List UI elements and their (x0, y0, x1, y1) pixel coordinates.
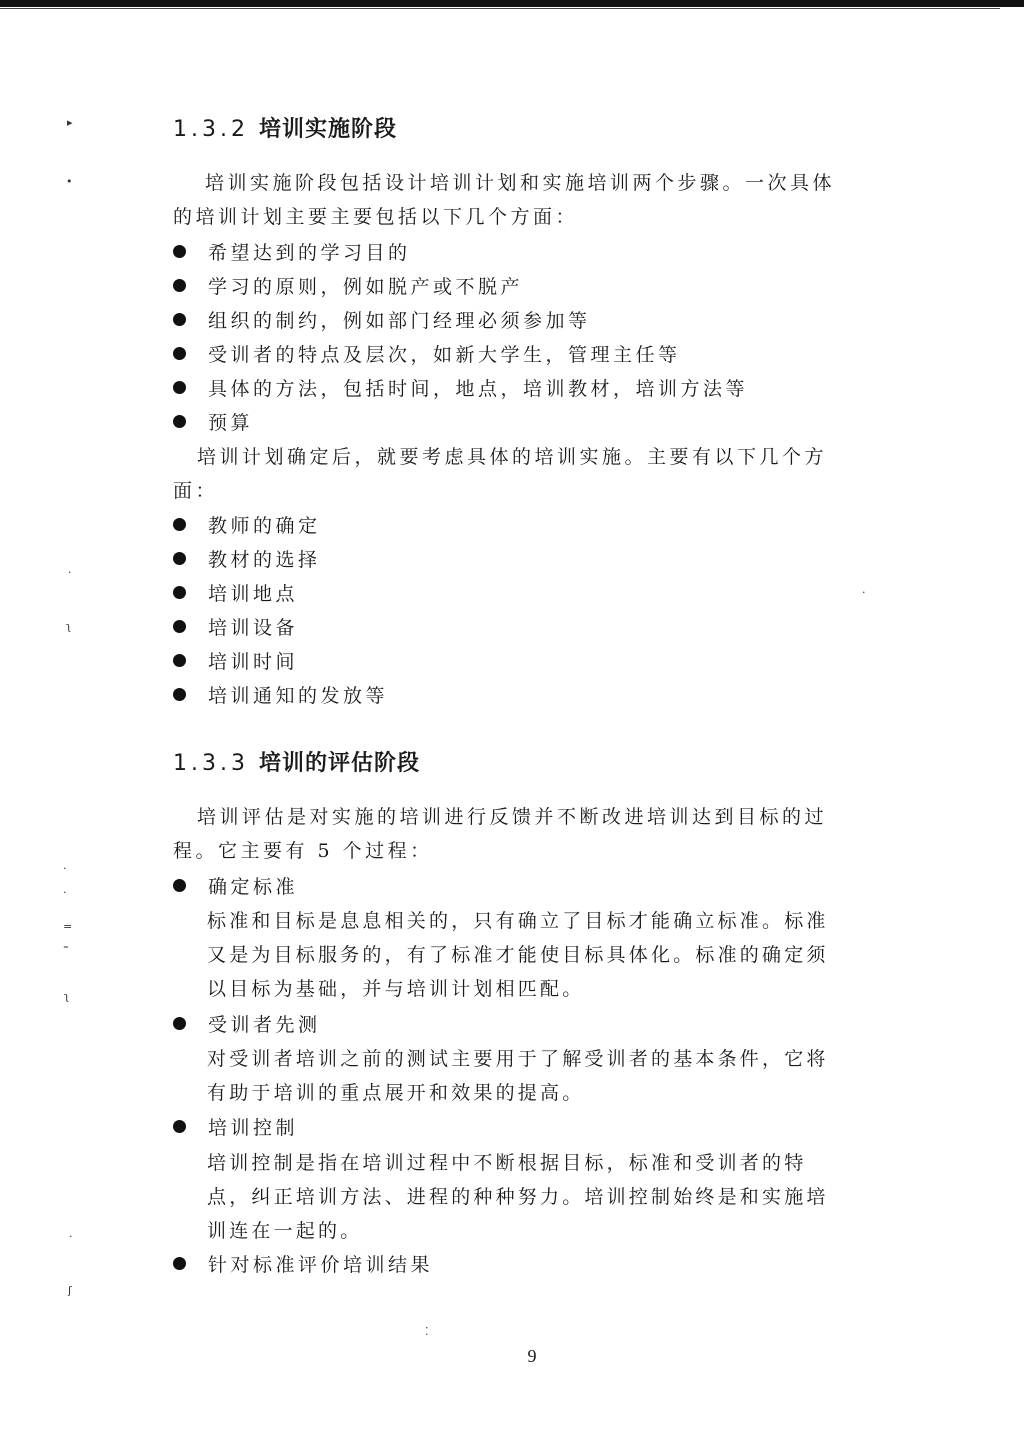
bullet-dot-icon (173, 879, 186, 892)
list-item-text: 培训设备 (208, 617, 299, 639)
bullet-dot-icon (173, 313, 186, 326)
list-item-text: 培训时间 (208, 651, 299, 673)
margin-mark: ʃ (68, 1284, 72, 1297)
paragraph-line: 培训评估是对实施的培训进行反馈并不断改进培训达到目标的过 (197, 806, 828, 828)
margin-mark: ⁼ (63, 942, 69, 955)
page-number: 9 (527, 1346, 537, 1366)
margin-mark: · (68, 566, 72, 579)
list-item (173, 645, 298, 679)
list-item (173, 304, 591, 338)
margin-mark: ⁚ (425, 1325, 429, 1338)
margin-mark: = (63, 920, 73, 933)
section-title: 培训实施阶段 (258, 117, 397, 142)
list-item (173, 577, 298, 611)
list-item-description (207, 1146, 890, 1248)
list-item (173, 338, 681, 372)
list-item (173, 870, 298, 904)
margin-mark: • (66, 175, 73, 188)
margin-mark: ʅ (64, 990, 70, 1003)
section-number: 1.3.3 (173, 751, 249, 776)
paragraph-line: 程。它主要有 5 个过程： (173, 840, 433, 862)
bullet-dot-icon (173, 654, 186, 667)
list-item-text: 培训通知的发放等 (208, 685, 389, 707)
list-item (173, 1111, 298, 1145)
bullet-dot-icon (173, 245, 186, 258)
description-line: 标准和目标是息息相关的，只有确立了目标才能确立标准。标准 (207, 910, 829, 932)
list-item (173, 270, 523, 304)
list-item-text: 培训地点 (208, 583, 299, 605)
paragraph-line: 的培训计划主要主要包括以下几个方面： (173, 206, 579, 228)
list-item (173, 543, 321, 577)
description-line: 训连在一起的。 (207, 1220, 363, 1242)
list-item-text: 教材的选择 (208, 549, 321, 571)
bullet-dot-icon (173, 518, 186, 531)
bullet-dot-icon (173, 586, 186, 599)
bullet-dot-icon (173, 347, 186, 360)
list-item (173, 1008, 321, 1042)
margin-mark: · (63, 886, 67, 899)
list-item-text: 教师的确定 (208, 515, 321, 537)
list-item (173, 236, 411, 270)
list-item-text: 组织的制约，例如部门经理必须参加等 (208, 310, 591, 332)
description-line: 又是为目标服务的，有了标准才能使目标具体化。标准的确定须 (207, 944, 829, 966)
list-item-text: 确定标准 (208, 876, 299, 898)
section-number: 1.3.2 (173, 117, 249, 142)
list-item-text: 具体的方法，包括时间，地点，培训教材，培训方法等 (208, 378, 749, 400)
bullet-dot-icon (173, 279, 186, 292)
paragraph-line: 培训实施阶段包括设计培训计划和实施培训两个步骤。一次具体 (205, 172, 836, 194)
list-item (173, 372, 748, 406)
paragraph (173, 440, 889, 508)
paragraph-line: 培训计划确定后，就要考虑具体的培训实施。主要有以下几个方 (197, 446, 828, 468)
list-item-text: 培训控制 (208, 1117, 299, 1139)
description-line: 以目标为基础，并与培训计划相匹配。 (207, 978, 585, 1000)
bullet-dot-icon (173, 415, 186, 428)
section-title: 培训的评估阶段 (258, 751, 420, 776)
list-item-text: 希望达到的学习目的 (208, 242, 411, 264)
bullet-dot-icon (173, 1017, 186, 1030)
bullet-dot-icon (173, 620, 186, 633)
bullet-dot-icon (173, 1120, 186, 1133)
list-item-description (207, 904, 890, 1006)
list-item-text: 预算 (208, 412, 254, 434)
margin-mark: · (63, 862, 67, 875)
list-item-text: 受训者的特点及层次，如新大学生，管理主任等 (208, 344, 681, 366)
bullet-dot-icon (173, 381, 186, 394)
bullet-dot-icon (173, 552, 186, 565)
list-item (173, 1248, 433, 1282)
list-item (173, 679, 388, 713)
list-item-text: 学习的原则，例如脱产或不脱产 (208, 276, 524, 298)
list-item (173, 611, 298, 645)
list-item-text: 受训者先测 (208, 1014, 321, 1036)
paragraph (173, 166, 889, 234)
paragraph-line: 面： (173, 480, 219, 502)
paragraph (173, 800, 889, 868)
top-border-rule (0, 0, 1024, 7)
margin-mark: · (69, 1230, 73, 1243)
list-item-description (207, 1042, 890, 1110)
margin-mark: · (862, 586, 866, 599)
bullet-dot-icon (173, 1257, 186, 1270)
bullet-dot-icon (173, 688, 186, 701)
section-heading-1-3-3 (173, 746, 420, 777)
list-item (173, 406, 253, 440)
description-line: 有助于培训的重点展开和效果的提高。 (207, 1082, 585, 1104)
margin-mark: ʅ (66, 620, 72, 633)
list-item-text: 针对标准评价培训结果 (208, 1254, 434, 1276)
list-item (173, 509, 321, 543)
top-border-thin-rule (0, 8, 1000, 9)
description-line: 对受训者培训之前的测试主要用于了解受训者的基本条件，它将 (207, 1048, 829, 1070)
margin-mark: ▸ (67, 116, 73, 129)
section-heading-1-3-2 (173, 112, 397, 143)
description-line: 培训控制是指在培训过程中不断根据目标，标准和受训者的特 (207, 1152, 807, 1174)
description-line: 点，纠正培训方法、进程的种种努力。培训控制始终是和实施培 (207, 1186, 829, 1208)
